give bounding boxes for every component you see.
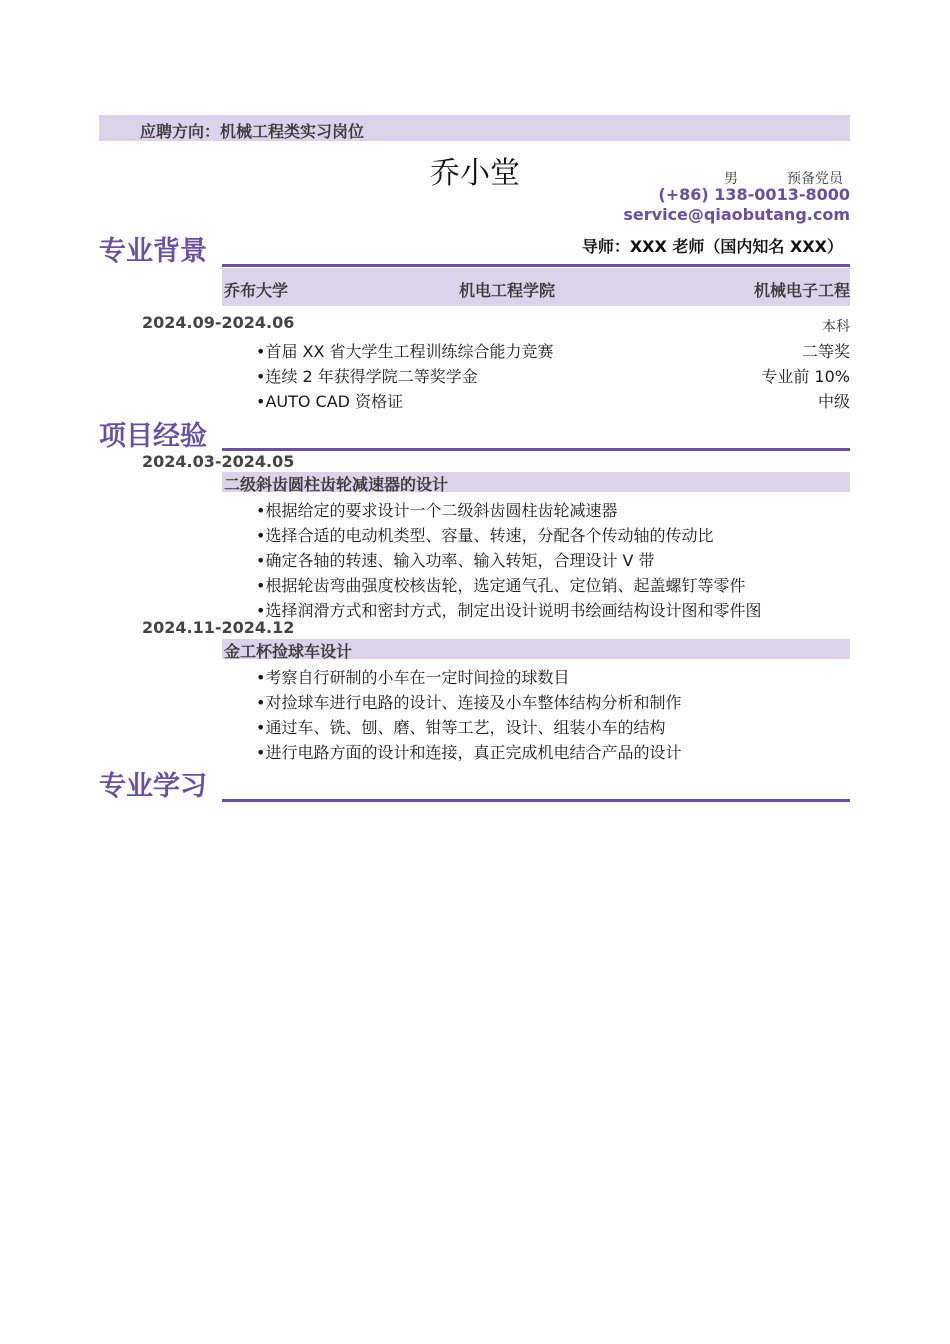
project-period: 2024.03-2024.05 bbox=[142, 452, 295, 471]
achievement-item: •首届 XX 省大学生工程训练综合能力竞赛 bbox=[256, 342, 554, 361]
degree: 本科 bbox=[822, 319, 850, 335]
email[interactable]: service@qiaobutang.com bbox=[623, 205, 850, 224]
achievement-value: 中级 bbox=[817, 392, 850, 411]
education-period: 2024.09-2024.06 bbox=[142, 313, 295, 332]
project-bullet: •通过车、铣、刨、磨、钳等工艺，设计、组装小车的结构 bbox=[256, 718, 666, 737]
achievement-item: •AUTO CAD 资格证 bbox=[256, 392, 404, 411]
school: 乔布大学 bbox=[224, 281, 289, 300]
project-bullet: •选择润滑方式和密封方式，制定出设计说明书绘画结构设计图和零件图 bbox=[256, 601, 762, 620]
section-divider bbox=[222, 448, 850, 451]
achievement-value: 专业前 10% bbox=[761, 367, 850, 386]
project-bullet: •考察自行研制的小车在一定时间捡的球数目 bbox=[256, 668, 570, 687]
major: 机械电子工程 bbox=[753, 281, 850, 300]
project-bullet: •对捡球车进行电路的设计、连接及小车整体结构分析和制作 bbox=[256, 693, 682, 712]
achievement-value: 二等奖 bbox=[801, 342, 850, 361]
section-title-background: 专业背景 bbox=[99, 236, 207, 267]
section-title-study: 专业学习 bbox=[99, 771, 207, 802]
phone: (+86) 138-0013-8000 bbox=[658, 185, 850, 204]
advisor: 导师：XXX 老师（国内知名 XXX） bbox=[581, 237, 843, 256]
project-bullet: •选择合适的电动机类型、容量、转速，分配各个传动轴的传动比 bbox=[256, 526, 714, 545]
project-bullet: •根据给定的要求设计一个二级斜齿圆柱齿轮减速器 bbox=[256, 501, 618, 520]
project-period: 2024.11-2024.12 bbox=[142, 618, 295, 637]
gender: 男 bbox=[724, 171, 738, 187]
college: 机电工程学院 bbox=[459, 281, 556, 300]
section-divider bbox=[222, 264, 850, 267]
achievement-item: •连续 2 年获得学院二等奖学金 bbox=[256, 367, 478, 386]
project-title: 金工杯捡球车设计 bbox=[224, 642, 353, 661]
project-bullet: •进行电路方面的设计和连接，真正完成机电结合产品的设计 bbox=[256, 743, 682, 762]
project-title: 二级斜齿圆柱齿轮减速器的设计 bbox=[224, 475, 449, 494]
candidate-name: 乔小堂 bbox=[430, 156, 520, 191]
section-title-projects: 项目经验 bbox=[99, 421, 207, 452]
job-target: 应聘方向：机械工程类实习岗位 bbox=[140, 122, 365, 141]
project-bullet: •确定各轴的转速、输入功率、输入转矩，合理设计 V 带 bbox=[256, 551, 655, 570]
project-bullet: •根据轮齿弯曲强度校核齿轮，选定通气孔、定位销、起盖螺钉等零件 bbox=[256, 576, 746, 595]
political-status: 预备党员 bbox=[787, 171, 843, 187]
section-divider bbox=[222, 799, 850, 802]
